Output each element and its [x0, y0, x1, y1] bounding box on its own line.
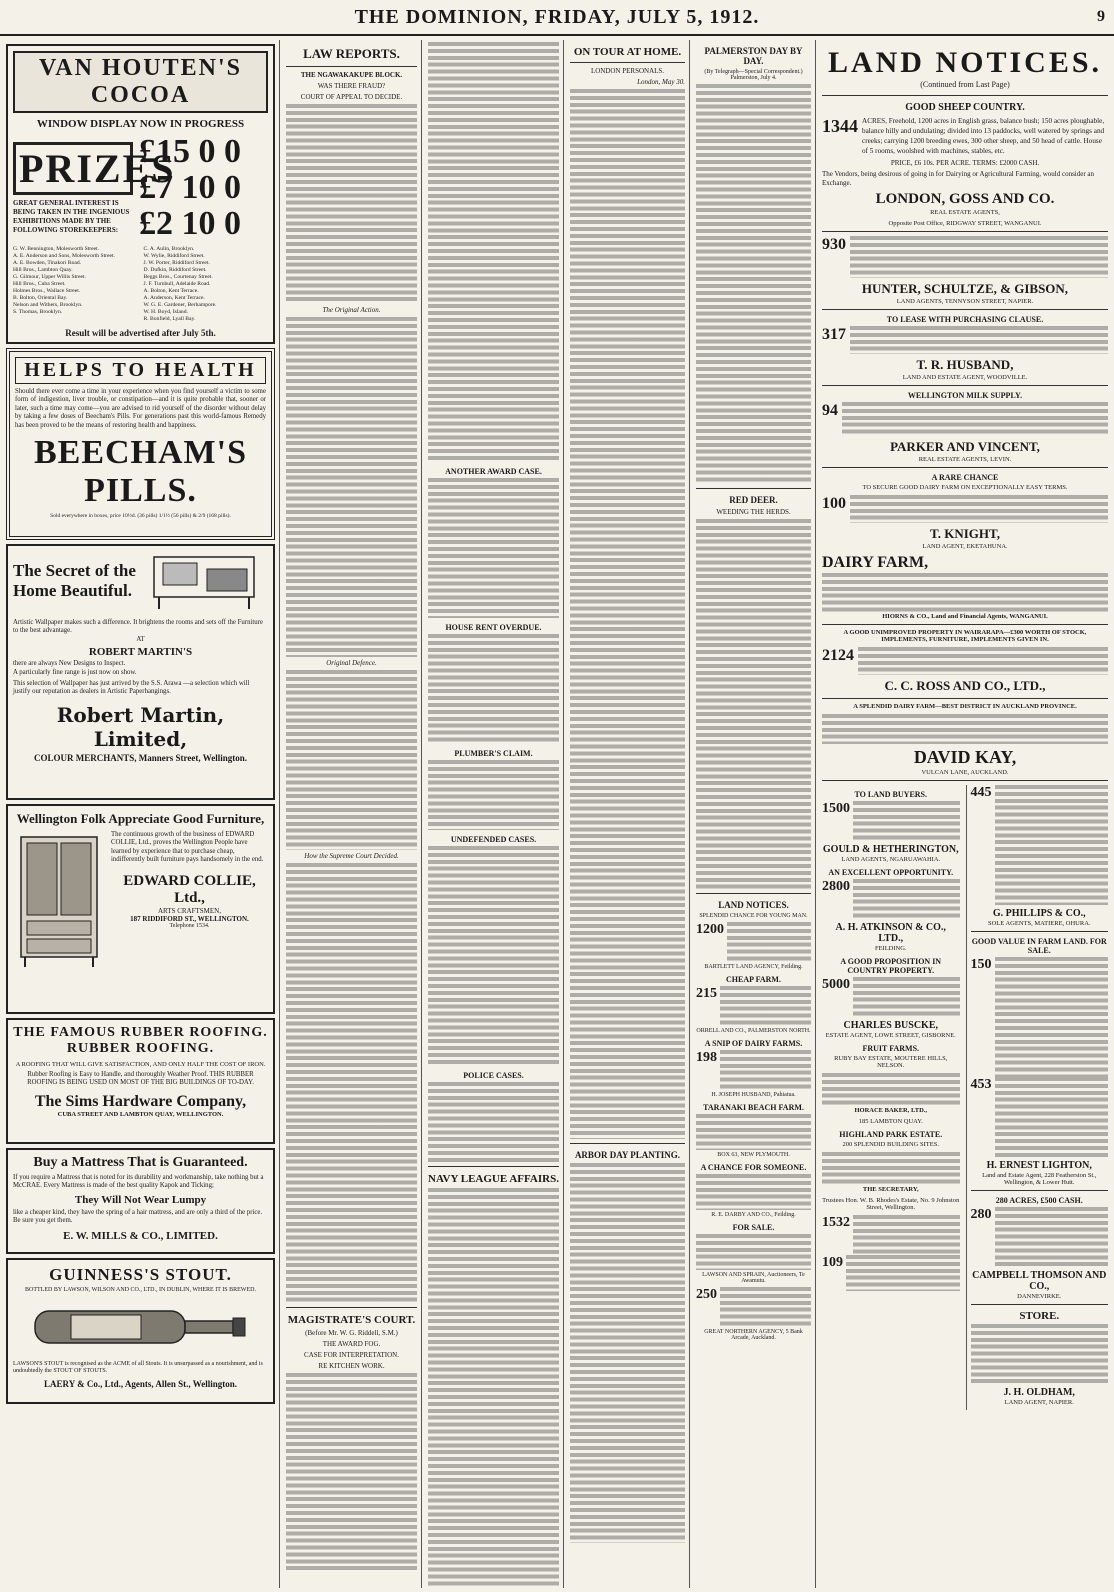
article-body [853, 879, 960, 919]
article-body [720, 1287, 811, 1327]
storekeeper-list [13, 246, 268, 323]
martin-name: ROBERT MARTIN'S [88, 646, 193, 659]
land-notices-split [822, 785, 1108, 1410]
newspaper-title: THE DOMINION, FRIDAY, JULY 5, 1912. [354, 5, 760, 28]
article-body [842, 402, 1108, 436]
article-body [822, 573, 1108, 613]
land-agent-name: C. C. ROSS AND CO., LTD., [884, 678, 1046, 693]
article-body [428, 42, 559, 462]
land-ad [822, 879, 960, 919]
magistrates-court-sub: RE KITCHEN WORK. [318, 1362, 385, 1370]
land-ad-heading: AN EXCELLENT OPPORTUNITY. [828, 868, 954, 877]
land-ad [971, 1207, 1109, 1267]
land-agent-name: CHARLES BUSCKE, [843, 1020, 938, 1031]
land-agent-sub: REAL ESTATE AGENTS, LEVIN. [918, 456, 1012, 463]
wardrobe-icon [13, 831, 105, 971]
land-notices-heading: LAND NOTICES. [718, 900, 789, 910]
vanhouten-result: Result will be advertised after July 5th. [65, 328, 216, 338]
land-ad-acres: 453 [970, 1077, 992, 1092]
land-ad [696, 986, 811, 1026]
article-body [971, 1324, 1109, 1384]
land-ad-agent: GREAT NORTHERN AGENCY, 5 Bank Arcade, Auckland. [704, 1329, 803, 1341]
article-body [850, 326, 1108, 354]
land-ad-acres: 100 [822, 495, 846, 512]
martin-ad [6, 544, 275, 800]
land-ad-heading: FOR SALE. [732, 1223, 775, 1232]
land-agent-sub: LAND AGENT, NAPIER. [1004, 1399, 1074, 1406]
land-ad-acres: 1200 [696, 922, 724, 937]
land-ad [696, 922, 811, 962]
land-ad-heading: A RARE CHANCE [931, 473, 999, 482]
land-ad [822, 495, 1108, 523]
article-heading: ANOTHER AWARD CASE. [445, 467, 542, 476]
vanhouten-logo: VAN HOUTEN'S COCOA [13, 51, 268, 113]
martin-headline: The Secret of the Home Beautiful. [13, 561, 136, 600]
article-heading: POLICE CASES. [463, 1071, 524, 1080]
collie-sub: ARTS CRAFTSMEN, [158, 906, 221, 915]
land-ad [696, 1287, 811, 1327]
collie-body: The continuous growth of the business of EDWARD COLLIE, Ltd., proves the Wellington People have learned by experience that to purchase cheap, indifferently built furniture pays handsomely in the end. [111, 831, 264, 864]
divider [971, 1304, 1109, 1305]
land-ad-price: PRICE, £6 10s. PER ACRE. TERMS: £2000 CASH. [890, 159, 1040, 167]
land-notices-title: LAND NOTICES. [827, 46, 1103, 79]
land-notices-subtitle: (Continued from Last Page) [920, 80, 1010, 89]
divider [286, 1307, 417, 1308]
land-ad-heading: DAIRY FARM, [822, 554, 929, 571]
land-ad-heading: A SPLENDID DAIRY FARM—BEST DISTRICT IN AUCKLAND PROVINCE. [853, 703, 1077, 710]
article-body [428, 478, 559, 618]
prize-amounts [139, 134, 241, 242]
land-ad-acres: 5000 [822, 977, 850, 992]
collie-content [13, 831, 268, 971]
magistrates-court-sub: THE AWARD FOG. [322, 1340, 381, 1348]
article-body [850, 495, 1108, 523]
article-body [286, 670, 417, 850]
land-ad-acres: 198 [696, 1050, 717, 1065]
article-body [286, 317, 417, 657]
martin-line2: A particularly fine range is just now on show. [13, 668, 137, 676]
prizes-word: PRIZES [13, 142, 133, 195]
land-agent-name: J. H. OLDHAM, [1003, 1387, 1075, 1398]
article-body [995, 957, 1109, 1077]
land-notices-right [966, 785, 1109, 1410]
martin-header [13, 551, 268, 613]
land-agent-sub: REAL ESTATE AGENTS, [930, 209, 1000, 216]
land-agent-name: G. PHILLIPS & CO., [992, 908, 1086, 919]
land-ad-acres: 1500 [822, 801, 850, 816]
collie-firm: EDWARD COLLIE, Ltd., [123, 872, 256, 906]
land-agent-sub: ESTATE AGENT, LOWE STREET, GISBORNE. [825, 1032, 956, 1039]
land-agent-name: THE SECRETARY, [862, 1186, 919, 1193]
land-ad [971, 785, 1109, 905]
land-ad-heading: WELLINGTON MILK SUPPLY. [907, 391, 1023, 400]
divider [696, 488, 811, 489]
land-agent-name: PARKER AND VINCENT, [890, 439, 1040, 454]
collie-ad [6, 804, 275, 1014]
article-body [428, 1082, 559, 1162]
land-agent-name: LONDON, GOSS AND CO. [875, 191, 1055, 207]
storekeeper: Beggs Bros., Courtenay Street. [143, 274, 213, 280]
article-body [720, 986, 811, 1026]
red-deer-subheading: WEEDING THE HERDS. [716, 508, 791, 516]
martin-body: Artistic Wallpaper makes such a difference. It brightens the rooms and sets off the Furniture to the best advantage. [13, 619, 263, 635]
article-body [428, 760, 559, 830]
land-agent-address: Opposite Post Office, RIDGWAY STREET, WANGANUI. [888, 220, 1042, 227]
article-body [696, 1114, 811, 1150]
land-ad-acres: 2800 [822, 879, 850, 894]
land-ad-acres: 2124 [822, 647, 854, 664]
article-subhead: The Original Action. [322, 306, 381, 314]
land-agent-name: CAMPBELL THOMSON AND CO., [972, 1270, 1107, 1292]
land-agent-name: DAVID KAY, [913, 747, 1017, 767]
roofing-headline: THE FAMOUS RUBBER ROOFING. RUBBER ROOFING. [13, 1025, 268, 1056]
land-agent-sub: FEILDING. [874, 945, 907, 952]
article-body [570, 89, 685, 1139]
article-body [995, 1207, 1109, 1267]
column-palmerston [692, 40, 816, 1588]
land-ad [822, 647, 1108, 675]
land-ad-heading: HIGHLAND PARK ESTATE. [839, 1130, 943, 1139]
land-ad-acres: 930 [822, 236, 846, 253]
beecham-footer: Sold everywhere in boxes, price 10½d. (36 pills) 1/1½ (56 pills) & 2/9 (168 pills). [50, 513, 231, 520]
divider [822, 467, 1108, 468]
article-heading: PLUMBER'S CLAIM. [454, 749, 533, 758]
prize-amount-3: £2 10 0 [139, 205, 241, 242]
land-ad-text: ACRES, Freehold, 1200 acres in English grass, balance bush; 150 acres ploughable, balance hilly and undulating; divided into 13 paddocks, well watered by springs and creeks; carrying 1200 breeding ewes, 300 other sheep, and 50 head of cattle. House of 5 rooms, woolshed with machines, stables, etc. [862, 117, 1105, 155]
land-agent-name: A. H. ATKINSON & CO., LTD., [835, 922, 946, 944]
land-ad [822, 236, 1108, 278]
land-ad [822, 116, 1108, 156]
land-agent-sub: LAND AGENTS, NGARUAWAHIA. [841, 856, 941, 863]
article-body [428, 1188, 559, 1588]
land-ad [822, 1215, 960, 1255]
storekeeper: Hill Bros., Lambton Quay. [13, 267, 73, 273]
arbor-day-heading: ARBOR DAY PLANTING. [574, 1150, 681, 1160]
storekeeper: C. A. Aulin, Brooklyn. [143, 246, 195, 252]
article-body [853, 1215, 960, 1255]
land-ad [971, 957, 1109, 1077]
land-ad-acres: 94 [822, 402, 838, 419]
article-body [696, 1234, 811, 1270]
land-ad [822, 402, 1108, 436]
storekeeper: G. Gilmour, Upper Willis Street. [13, 274, 86, 280]
land-agent-sub: DANNEVIRKE. [1017, 1293, 1062, 1300]
storekeeper: G. W. Bennington, Molesworth Street. [13, 246, 100, 252]
land-ad-agent: BARTLETT LAND AGENCY, Feilding. [704, 964, 803, 970]
land-agent-sub: LAND AGENT, EKETAHUNA. [922, 543, 1008, 550]
article-body [822, 714, 1108, 744]
land-ad [822, 801, 960, 841]
storekeeper: R. Bonfield, Lyall Bay. [143, 316, 196, 322]
storekeeper: W. H. Boyd, Island. [143, 309, 188, 315]
on-tour-subheading: LONDON PERSONALS. [590, 67, 665, 75]
divider [286, 66, 417, 67]
land-agent-name: HUNTER, SCHULTZE, & GIBSON, [861, 281, 1069, 296]
palmerston-subheading: (By Telegraph—Special Correspondent.) Palmerston, July 4. [704, 69, 803, 81]
storekeeper: Nelson and Withers, Brooklyn. [13, 302, 83, 308]
divider [696, 893, 811, 894]
land-ad-agent: BOX 63, NEW PLYMOUTH. [717, 1152, 790, 1158]
mattress-ad [6, 1148, 275, 1254]
land-agent-name: HORACE BAKER, LTD., [854, 1107, 928, 1114]
land-agent-sub: SOLE AGENTS, MATIERE, OHURA. [987, 920, 1091, 927]
land-notices-left [822, 785, 960, 1410]
beecham-ad [6, 348, 275, 540]
beecham-body: Should there ever come a time in your experience when you find yourself a victim to some form of indigestion, liver trouble, or constipation—and it is quite probable that, sooner or later, such a time may come—you are advised to rid yourself of the disorder without delay by taking a few doses of Beecham's Pills. For generations past this world-famous Remedy has been proved to be the means of restoring health and happiness. [15, 388, 266, 429]
article-body [853, 977, 960, 1017]
article-body [727, 922, 811, 962]
bottle-icon [31, 1299, 251, 1355]
land-ad-heading: A GOOD UNIMPROVED PROPERTY IN WAIRARAPA—£300 WORTH OF STOCK, IMPLEMENTS, FURNITURE, IMPLEMENTS GIVEN IN. [843, 629, 1087, 643]
roofing-body: Rubber Roofing is Easy to Handle, and thoroughly Weather Proof. THIS RUBBER ROOFING IS BEING USED ON MOST OF THE BIG BUILDINGS OF TO-DAY. [27, 1071, 254, 1087]
land-ad-heading: TARANAKI BEACH FARM. [703, 1103, 804, 1112]
storekeeper: A. Anderson, Kent Terrace. [143, 295, 205, 301]
land-agent-sub: Land and Estate Agent, 228 Featherston St., Wellington, & Lower Hutt. [982, 1172, 1097, 1186]
martin-line3: This selection of Wallpaper has just arrived by the S.S. Arawa —a selection which will justify our reputation as dealers in Artistic Paperhangings. [13, 680, 250, 696]
article-body [570, 1163, 685, 1543]
land-ad [822, 326, 1108, 354]
divider [971, 931, 1109, 932]
article-heading: HOUSE RENT OVERDUE. [445, 623, 542, 632]
column-court-cases [424, 40, 564, 1588]
column-advertisements [2, 40, 280, 1588]
article-body [286, 104, 417, 304]
divider [822, 309, 1108, 310]
land-agent-sub: LAND AGENTS, TENNYSON STREET, NAPIER. [896, 298, 1034, 305]
vanhouten-line1: WINDOW DISPLAY NOW IN PROGRESS [36, 118, 245, 130]
land-ad [971, 1077, 1109, 1157]
martin-line: there are always New Designs to Inspect. [13, 660, 126, 668]
divider [822, 698, 1108, 699]
divider [971, 1190, 1109, 1191]
storekeeper: B. Bolton, Oriental Bay. [13, 295, 68, 301]
article-body [696, 519, 811, 889]
storekeeper-list-left [13, 246, 138, 323]
mattress-body: If you require a Mattress that is noted for its durability and workmanship, take nothing but a McCRAE. Every Mattress is made of the best quality Kapok and Ticking; [13, 1174, 264, 1190]
storekeeper: Holmes Bros., Wallace Street. [13, 288, 81, 294]
guinness-sub: BOTTLED BY LAWSON, WILSON AND CO., LTD., IN DUBLIN, WHERE IT IS BREWED. [25, 1287, 256, 1293]
martin-at: AT [136, 635, 145, 643]
divider [822, 780, 1108, 781]
article-body [822, 1152, 960, 1186]
guinness-body: LAWSON'S STOUT is recognised as the ACME of all Stouts. It is unsurpassed as a nourishment, and is undoubtedly the STOUT OF STOUTS. [13, 1361, 263, 1375]
storekeeper: Hill Bros., Cuba Street. [13, 281, 66, 287]
armchair-icon [149, 551, 259, 613]
land-ad-subheading: RUBY BAY ESTATE, MOUTERE HILLS, NELSON. [834, 1055, 948, 1069]
collie-telephone: Telephone 1534. [169, 922, 210, 929]
storekeeper: W. G. E. Gardener, Berhampore. [143, 302, 217, 308]
article-subhead: How the Supreme Court Decided. [304, 852, 399, 860]
land-ad-note: The Vendors, being desirous of going in for Dairying or Agricultural Farming, would consider an Exchange. [822, 170, 1095, 187]
land-ad [822, 1255, 960, 1291]
land-ad-acres: 215 [696, 986, 717, 1001]
vanhouten-ad [6, 44, 275, 344]
prize-amount-2: £7 10 0 [139, 169, 241, 206]
magistrates-court-heading: MAGISTRATE'S COURT. [287, 1314, 416, 1326]
land-ad-heading: A GOOD PROPOSITION IN COUNTRY PROPERTY. [840, 957, 942, 975]
storekeeper: S. Thomas, Brooklyn. [13, 309, 63, 315]
article-heading: NAVY LEAGUE AFFAIRS. [428, 1173, 559, 1185]
land-agent-name: H. ERNEST LIGHTON, [986, 1160, 1092, 1171]
article-body [428, 634, 559, 744]
land-agent-sub: VULCAN LANE, AUCKLAND. [921, 769, 1009, 776]
column-land-notices [818, 40, 1112, 1588]
on-tour-heading: ON TOUR AT HOME. [573, 46, 682, 58]
collie-address: 187 RIDDIFORD ST., WELLINGTON. [130, 914, 249, 923]
article-body [822, 1073, 960, 1107]
land-ad-subheading: TO SECURE GOOD DAIRY FARM ON EXCEPTIONALLY EASY TERMS. [862, 484, 1068, 491]
land-ad [696, 1050, 811, 1090]
land-ad-agent: ORRELL AND CO., PALMERSTON NORTH. [696, 1028, 811, 1034]
guinness-ad [6, 1258, 275, 1404]
land-ad-heading: GOOD VALUE IN FARM LAND. FOR SALE. [971, 937, 1107, 955]
land-ad-heading: 280 ACRES, £500 CASH. [995, 1196, 1083, 1205]
guinness-firm: LAERY & Co., Ltd., Agents, Allen St., Wellington. [44, 1378, 237, 1389]
divider [570, 62, 685, 63]
guinness-headline: GUINNESS'S STOUT. [49, 1265, 232, 1284]
prizes-description: GREAT GENERAL INTEREST IS BEING TAKEN IN THE INGENIOUS EXHIBITIONS MADE BY THE FOLLOWING STOREKEEPERS: [13, 198, 130, 234]
land-ad-agent: H. JOSEPH HUSBAND, Pahiatua. [711, 1092, 796, 1098]
land-ad-acres: 280 [970, 1207, 992, 1222]
palmerston-heading: PALMERSTON DAY BY DAY. [704, 46, 803, 66]
land-ad [822, 977, 960, 1017]
land-ad-heading: TO LAND BUYERS. [854, 790, 928, 799]
magistrates-court-sub: CASE FOR INTERPRETATION. [304, 1351, 399, 1359]
land-agent-name: T. KNIGHT, [930, 526, 1000, 541]
roofing-address: CUBA STREET AND LAMBTON QUAY, WELLINGTON. [57, 1110, 224, 1118]
storekeeper: A. E. Bowden, Tinakori Road. [13, 260, 82, 266]
land-ad-acres: 1344 [822, 116, 858, 136]
land-agent-sub: 185 LAMBTON QUAY. [858, 1118, 923, 1125]
storekeeper: D. Dufkin, Riddiford Street. [143, 267, 207, 273]
storekeeper: A. E. Anderson and Sons, Molesworth Street. [13, 253, 115, 259]
article-body [850, 236, 1108, 278]
article-subhead: Original Defence. [326, 659, 377, 667]
article-body [696, 84, 811, 484]
land-agent-sub: Trustees Hon. W. B. Rhodes's Estate, No. 9 Johnston Street, Wellington. [822, 1197, 960, 1211]
prizes-word-block [13, 142, 176, 235]
storekeeper: A. Bolton, Kent Terrace. [143, 288, 199, 294]
land-ad-heading: GOOD SHEEP COUNTRY. [905, 102, 1025, 113]
divider [822, 231, 1108, 232]
storekeeper-list-right [144, 246, 269, 323]
storekeeper: W. Wylie, Riddiford Street. [143, 253, 205, 259]
law-reports-subheading: WAS THERE FRAUD? [317, 82, 386, 90]
beecham-brand: BEECHAM'S PILLS. [33, 434, 248, 510]
column-law-reports [282, 40, 422, 1588]
roofing-firm: The Sims Hardware Company, [34, 1092, 247, 1110]
prize-amount-1: £15 0 0 [139, 133, 241, 170]
land-notices-subheading: SPLENDID CHANCE FOR YOUNG MAN. [699, 913, 808, 919]
article-body [696, 1174, 811, 1210]
divider [822, 95, 1108, 96]
land-ad-acres: 250 [696, 1287, 717, 1302]
divider [428, 1166, 559, 1167]
divider [570, 1143, 685, 1144]
land-ad-heading: A SNIP OF DAIRY FARMS. [704, 1039, 803, 1048]
storekeeper: J. F. Turnbull, Adelaide Road. [143, 281, 211, 287]
land-agent-name: HIORNS & CO., Land and Financial Agents, WANGANUI. [882, 613, 1048, 620]
land-ad-acres: 150 [970, 957, 992, 972]
roofing-line: A ROOFING THAT WILL GIVE SATISFACTION, AND ONLY HALF THE COST OF IRON. [15, 1061, 266, 1068]
masthead [0, 0, 1114, 36]
mattress-body2: like a cheaper kind, they have the spring of a hair mattress, and are only a third of the price. Be sure you get them. [13, 1208, 263, 1225]
red-deer-heading: RED DEER. [729, 495, 778, 505]
article-heading: UNDEFENDED CASES. [450, 835, 537, 844]
land-ad-heading: FRUIT FARMS. [862, 1044, 920, 1053]
page-number: 9 [1097, 8, 1106, 25]
land-agent-sub: LAND AND ESTATE AGENT, WOODVILLE. [902, 374, 1028, 381]
land-ad-acres: 109 [822, 1255, 843, 1270]
land-agent-name: GOULD & HETHERINGTON, [822, 844, 959, 855]
article-body [858, 647, 1108, 675]
mattress-headline: Buy a Mattress That is Guaranteed. [33, 1155, 248, 1170]
land-ad-heading: TO LEASE WITH PURCHASING CLAUSE. [886, 315, 1044, 324]
land-ad-acres: 1532 [822, 1215, 850, 1230]
martin-firm: Robert Martin, Limited, [56, 702, 225, 751]
article-body [286, 1373, 417, 1573]
divider [822, 624, 1108, 625]
land-agent-name: T. R. HUSBAND, [916, 357, 1014, 372]
dateline: London, May 30. [637, 78, 685, 86]
land-ad-agent: R. E. DARBY AND CO., Feilding. [711, 1212, 796, 1218]
law-reports-subheading: THE NGAWAKAKUPE BLOCK. [300, 71, 403, 79]
article-body [853, 801, 960, 841]
land-ad-acres: 445 [970, 785, 992, 800]
mattress-firm: E. W. MILLS & CO., LIMITED. [63, 1229, 218, 1242]
article-body [720, 1050, 811, 1090]
land-ad-heading: A CHANCE FOR SOMEONE. [700, 1163, 807, 1172]
martin-address: COLOUR MERCHANTS, Manners Street, Wellington. [34, 752, 247, 763]
divider [822, 385, 1108, 386]
land-ad-acres: 317 [822, 326, 846, 343]
collie-headline: Wellington Folk Appreciate Good Furniture, [16, 811, 265, 826]
land-ad-agent: LAWSON AND SPRAIN, Auctioneers, Te Awamutu. [702, 1272, 805, 1284]
law-reports-heading: LAW REPORTS. [303, 46, 400, 61]
mattress-mid: They Will Not Wear Lumpy [74, 1193, 207, 1206]
roofing-ad [6, 1018, 275, 1144]
article-body [995, 785, 1109, 905]
law-reports-subheading: COURT OF APPEAL TO DECIDE. [300, 93, 403, 101]
collie-text [111, 831, 268, 971]
land-ad-heading: CHEAP FARM. [726, 975, 781, 984]
article-body [428, 846, 559, 1066]
land-ad-subheading: 200 SPLENDID BUILDING SITES. [842, 1141, 939, 1148]
beecham-headline: HELPS TO HEALTH [15, 357, 266, 384]
column-on-tour [566, 40, 690, 1588]
article-body [995, 1077, 1109, 1157]
prizes-block [13, 134, 268, 242]
article-body [846, 1255, 960, 1291]
magistrates-court-sub: (Before Mr. W. G. Riddell, S.M.) [305, 1329, 398, 1337]
land-ad-heading: STORE. [1019, 1310, 1060, 1322]
storekeeper: J. W. Porter, Riddiford Street. [143, 260, 210, 266]
article-body [286, 863, 417, 1303]
guinness-footer [13, 1361, 268, 1376]
